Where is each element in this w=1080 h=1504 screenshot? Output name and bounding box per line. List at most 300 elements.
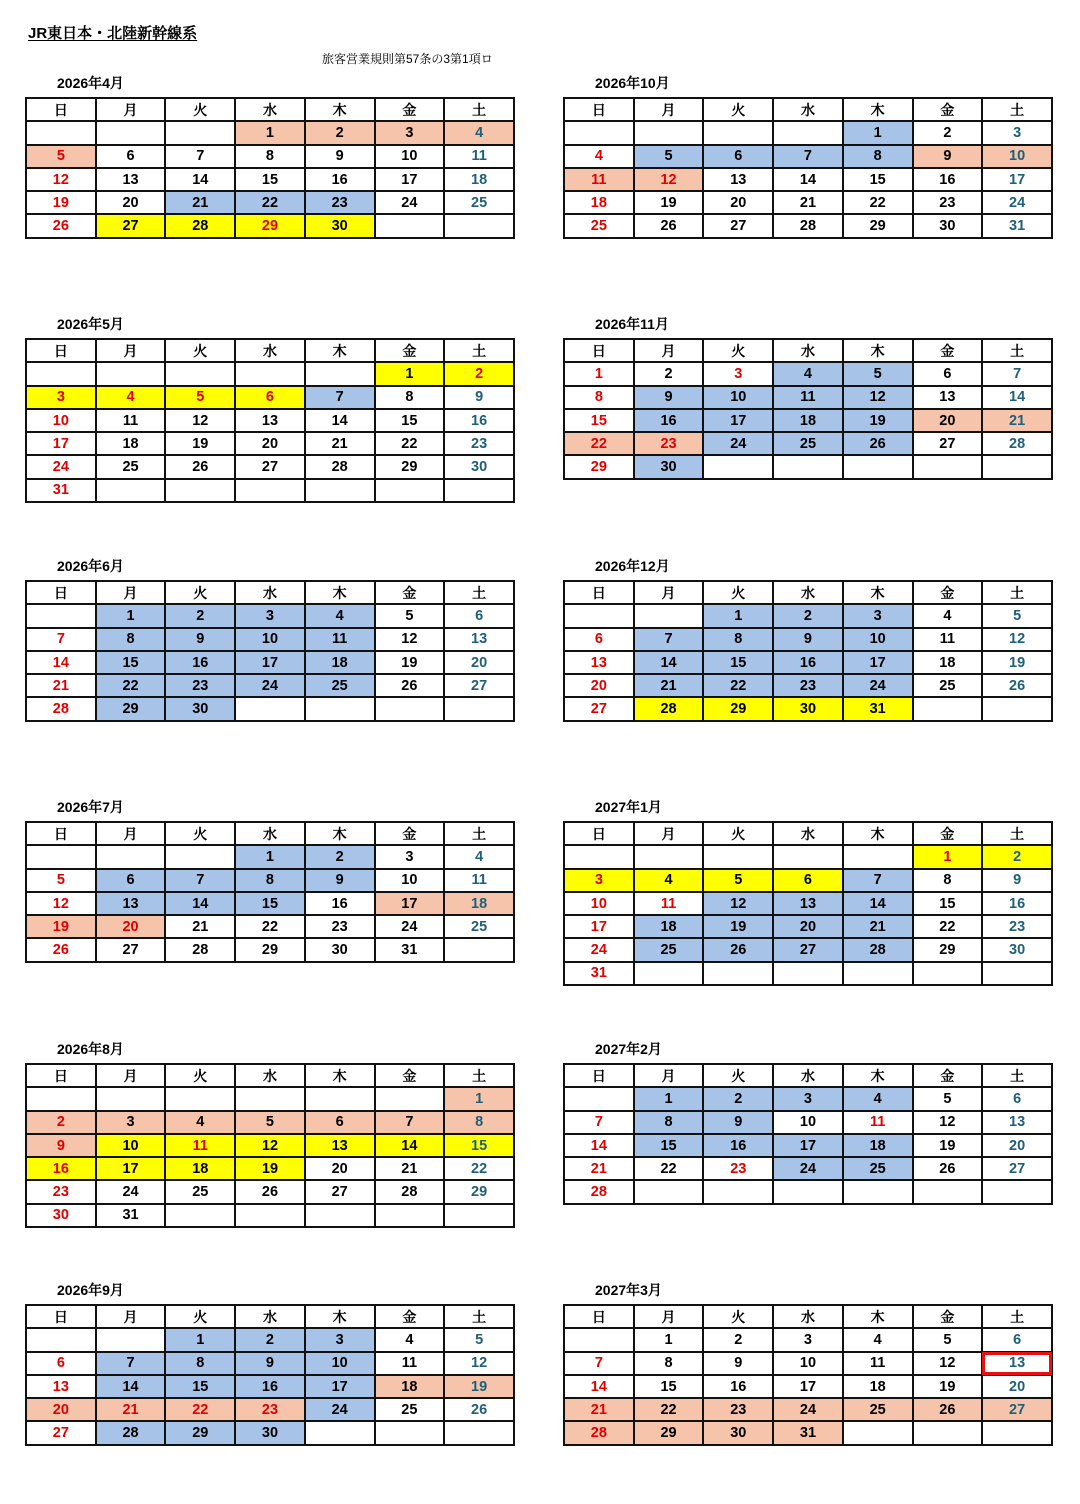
week-row [564, 191, 1052, 214]
day-cell: 17 [773, 1134, 843, 1157]
day-cell: 13 [235, 409, 305, 432]
empty-day-cell [634, 962, 704, 985]
day-cell: 20 [703, 191, 773, 214]
day-cell: 13 [982, 1111, 1052, 1134]
day-cell: 30 [26, 1204, 96, 1227]
week-row [564, 121, 1052, 144]
empty-day-cell [843, 845, 913, 868]
week-row [564, 1111, 1052, 1134]
day-cell: 16 [703, 1375, 773, 1398]
day-cell: 4 [305, 604, 375, 627]
day-cell: 26 [165, 455, 235, 478]
day-cell: 27 [703, 214, 773, 237]
weekday-header: 水 [235, 339, 305, 362]
document-subtitle: 旅客営業規則第57条の3第1項ロ [322, 52, 493, 66]
day-cell: 26 [982, 674, 1052, 697]
weekday-header-row [26, 1064, 514, 1087]
empty-day-cell [26, 1087, 96, 1110]
day-cell: 3 [96, 1111, 166, 1134]
day-cell: 15 [843, 168, 913, 191]
month-calendar [25, 558, 515, 722]
day-cell: 13 [444, 628, 514, 651]
day-cell: 29 [444, 1180, 514, 1203]
weekday-header: 木 [305, 822, 375, 845]
day-cell: 1 [634, 1328, 704, 1351]
empty-day-cell [564, 1328, 634, 1351]
weekday-header: 水 [773, 1305, 843, 1328]
weekday-header: 月 [96, 1305, 166, 1328]
day-cell: 4 [843, 1328, 913, 1351]
day-cell: 27 [96, 938, 166, 961]
week-row [26, 1204, 514, 1227]
empty-day-cell [564, 604, 634, 627]
day-cell: 4 [165, 1111, 235, 1134]
weekday-header: 月 [96, 1064, 166, 1087]
day-cell: 27 [96, 214, 166, 237]
day-cell: 10 [843, 628, 913, 651]
day-cell: 30 [982, 938, 1052, 961]
empty-day-cell [375, 214, 445, 237]
weekday-header: 木 [305, 1064, 375, 1087]
empty-day-cell [444, 938, 514, 961]
week-row [26, 1421, 514, 1444]
empty-day-cell [564, 1087, 634, 1110]
weekday-header: 木 [305, 98, 375, 121]
weekday-header: 日 [564, 339, 634, 362]
weekday-header: 金 [913, 822, 983, 845]
day-cell: 11 [843, 1111, 913, 1134]
day-cell: 5 [634, 145, 704, 168]
day-cell: 8 [444, 1111, 514, 1134]
day-cell: 7 [843, 869, 913, 892]
weekday-header: 水 [773, 98, 843, 121]
day-cell: 20 [913, 409, 983, 432]
day-cell: 28 [375, 1180, 445, 1203]
day-cell: 26 [703, 938, 773, 961]
weekday-header: 金 [913, 581, 983, 604]
day-cell: 6 [773, 869, 843, 892]
day-cell: 21 [634, 674, 704, 697]
day-cell: 21 [982, 409, 1052, 432]
day-cell: 17 [843, 651, 913, 674]
day-cell: 3 [773, 1087, 843, 1110]
day-cell: 3 [305, 1328, 375, 1351]
day-cell: 3 [235, 604, 305, 627]
weekday-header: 火 [165, 822, 235, 845]
weekday-header: 月 [96, 98, 166, 121]
day-cell: 11 [843, 1352, 913, 1375]
day-cell: 10 [375, 145, 445, 168]
day-cell: 14 [564, 1375, 634, 1398]
week-row [26, 1134, 514, 1157]
day-cell: 16 [305, 168, 375, 191]
month-calendar [563, 558, 1053, 722]
day-cell: 16 [703, 1134, 773, 1157]
day-cell: 9 [26, 1134, 96, 1157]
weekday-header: 火 [165, 98, 235, 121]
day-cell: 28 [634, 697, 704, 720]
empty-day-cell [773, 121, 843, 144]
day-cell: 17 [235, 651, 305, 674]
weekday-header-row [26, 581, 514, 604]
weekday-header: 日 [26, 1064, 96, 1087]
day-cell: 26 [444, 1398, 514, 1421]
day-cell: 28 [773, 214, 843, 237]
day-cell: 15 [165, 1375, 235, 1398]
day-cell: 1 [165, 1328, 235, 1351]
day-cell: 23 [305, 915, 375, 938]
day-cell: 15 [235, 168, 305, 191]
weekday-header: 金 [375, 581, 445, 604]
day-cell: 28 [165, 214, 235, 237]
weekday-header: 水 [235, 822, 305, 845]
day-cell: 14 [375, 1134, 445, 1157]
day-cell: 9 [982, 869, 1052, 892]
day-cell: 18 [843, 1134, 913, 1157]
empty-day-cell [165, 121, 235, 144]
document-title: JR東日本・北陸新幹線系 [28, 25, 198, 42]
empty-day-cell [564, 845, 634, 868]
week-row [564, 1352, 1052, 1375]
month-calendar [563, 799, 1053, 986]
empty-day-cell [375, 697, 445, 720]
empty-day-cell [634, 845, 704, 868]
weekday-header: 水 [235, 1064, 305, 1087]
day-cell: 22 [165, 1398, 235, 1421]
day-cell: 3 [375, 121, 445, 144]
day-cell: 6 [26, 1352, 96, 1375]
weekday-header: 火 [165, 1064, 235, 1087]
day-cell: 3 [564, 869, 634, 892]
weekday-header: 金 [375, 98, 445, 121]
month-title: 2026年12月 [595, 558, 670, 574]
month-calendar [25, 316, 515, 503]
day-cell: 9 [703, 1352, 773, 1375]
day-cell: 23 [235, 1398, 305, 1421]
day-cell: 30 [773, 697, 843, 720]
empty-day-cell [165, 362, 235, 385]
day-cell: 3 [375, 845, 445, 868]
day-cell: 29 [96, 697, 166, 720]
empty-day-cell [26, 362, 96, 385]
day-cell: 17 [375, 168, 445, 191]
day-cell: 23 [913, 191, 983, 214]
day-cell: 9 [444, 386, 514, 409]
week-row [26, 145, 514, 168]
month-table [25, 580, 515, 722]
day-cell: 14 [773, 168, 843, 191]
day-cell: 31 [375, 938, 445, 961]
weekday-header: 土 [444, 1305, 514, 1328]
day-cell: 25 [444, 191, 514, 214]
week-row [564, 915, 1052, 938]
day-cell: 31 [982, 214, 1052, 237]
day-cell: 19 [444, 1375, 514, 1398]
day-cell: 6 [703, 145, 773, 168]
day-cell: 16 [305, 892, 375, 915]
weekday-header: 日 [564, 581, 634, 604]
week-row [26, 651, 514, 674]
empty-day-cell [235, 1204, 305, 1227]
weekday-header: 土 [444, 339, 514, 362]
day-cell: 12 [982, 628, 1052, 651]
week-row [26, 432, 514, 455]
day-cell: 18 [564, 191, 634, 214]
empty-day-cell [444, 214, 514, 237]
day-cell: 18 [913, 651, 983, 674]
day-cell: 29 [564, 455, 634, 478]
day-cell: 7 [773, 145, 843, 168]
day-cell: 7 [564, 1352, 634, 1375]
weekday-header: 水 [773, 339, 843, 362]
weekday-header: 日 [26, 581, 96, 604]
week-row [564, 432, 1052, 455]
day-cell: 3 [982, 121, 1052, 144]
day-cell: 15 [703, 651, 773, 674]
day-cell: 31 [773, 1421, 843, 1444]
weekday-header: 火 [165, 339, 235, 362]
day-cell: 25 [375, 1398, 445, 1421]
weekday-header: 木 [843, 339, 913, 362]
day-cell: 13 [773, 892, 843, 915]
empty-day-cell [235, 697, 305, 720]
week-row [26, 845, 514, 868]
day-cell: 16 [235, 1375, 305, 1398]
day-cell: 31 [564, 962, 634, 985]
weekday-header-row [564, 581, 1052, 604]
day-cell: 28 [982, 432, 1052, 455]
day-cell: 19 [843, 409, 913, 432]
day-cell: 14 [564, 1134, 634, 1157]
day-cell: 10 [375, 869, 445, 892]
weekday-header: 木 [843, 581, 913, 604]
empty-day-cell [96, 362, 166, 385]
week-row [26, 1352, 514, 1375]
day-cell: 26 [634, 214, 704, 237]
day-cell: 3 [703, 362, 773, 385]
day-cell: 12 [634, 168, 704, 191]
day-cell: 11 [444, 869, 514, 892]
day-cell: 9 [703, 1111, 773, 1134]
weekday-header: 水 [773, 822, 843, 845]
day-cell: 27 [773, 938, 843, 961]
week-row [564, 628, 1052, 651]
week-row [564, 1421, 1052, 1444]
week-row [564, 1328, 1052, 1351]
day-cell: 17 [26, 432, 96, 455]
day-cell: 14 [96, 1375, 166, 1398]
day-cell: 1 [235, 121, 305, 144]
weekday-header: 土 [444, 822, 514, 845]
empty-day-cell [773, 1180, 843, 1203]
day-cell: 11 [375, 1352, 445, 1375]
day-cell: 23 [305, 191, 375, 214]
week-row [564, 145, 1052, 168]
day-cell: 4 [843, 1087, 913, 1110]
day-cell: 14 [843, 892, 913, 915]
day-cell: 12 [843, 386, 913, 409]
day-cell: 3 [843, 604, 913, 627]
day-cell: 1 [913, 845, 983, 868]
empty-day-cell [444, 697, 514, 720]
day-cell: 28 [305, 455, 375, 478]
week-row [564, 651, 1052, 674]
day-cell: 15 [96, 651, 166, 674]
empty-day-cell [235, 362, 305, 385]
week-row [26, 1087, 514, 1110]
day-cell: 21 [564, 1157, 634, 1180]
week-row [564, 1375, 1052, 1398]
weekday-header-row [26, 339, 514, 362]
day-cell: 29 [165, 1421, 235, 1444]
day-cell: 1 [634, 1087, 704, 1110]
empty-day-cell [444, 479, 514, 502]
weekday-header: 水 [235, 98, 305, 121]
day-cell: 21 [564, 1398, 634, 1421]
day-cell: 17 [773, 1375, 843, 1398]
day-cell: 23 [444, 432, 514, 455]
day-cell: 1 [375, 362, 445, 385]
month-table [563, 97, 1053, 239]
day-cell: 29 [235, 214, 305, 237]
day-cell: 14 [982, 386, 1052, 409]
day-cell: 20 [444, 651, 514, 674]
empty-day-cell [305, 479, 375, 502]
day-cell: 14 [26, 651, 96, 674]
day-cell: 21 [165, 915, 235, 938]
day-cell: 30 [235, 1421, 305, 1444]
weekday-header-row [564, 822, 1052, 845]
day-cell: 7 [26, 628, 96, 651]
day-cell: 31 [96, 1204, 166, 1227]
day-cell: 25 [564, 214, 634, 237]
day-cell: 24 [375, 915, 445, 938]
day-cell: 16 [634, 409, 704, 432]
weekday-header: 土 [982, 581, 1052, 604]
day-cell: 22 [235, 915, 305, 938]
day-cell: 27 [235, 455, 305, 478]
day-cell: 22 [235, 191, 305, 214]
empty-day-cell [703, 962, 773, 985]
day-cell: 27 [982, 1157, 1052, 1180]
day-cell: 27 [444, 674, 514, 697]
day-cell: 22 [703, 674, 773, 697]
month-title: 2026年7月 [57, 799, 124, 815]
day-cell: 10 [773, 1111, 843, 1134]
day-cell: 6 [913, 362, 983, 385]
weekday-header: 月 [96, 339, 166, 362]
month-title: 2026年11月 [595, 316, 669, 332]
empty-day-cell [96, 1328, 166, 1351]
day-cell: 21 [305, 432, 375, 455]
weekday-header: 土 [982, 98, 1052, 121]
week-row [26, 938, 514, 961]
weekday-header: 土 [444, 581, 514, 604]
day-cell: 5 [375, 604, 445, 627]
week-row [26, 915, 514, 938]
day-cell: 15 [634, 1375, 704, 1398]
day-cell: 10 [26, 409, 96, 432]
weekday-header: 木 [305, 581, 375, 604]
empty-day-cell [305, 362, 375, 385]
weekday-header: 木 [843, 1305, 913, 1328]
day-cell: 11 [913, 628, 983, 651]
day-cell: 23 [982, 915, 1052, 938]
weekday-header-row [26, 98, 514, 121]
day-cell: 25 [305, 674, 375, 697]
day-cell: 24 [773, 1398, 843, 1421]
day-cell: 20 [773, 915, 843, 938]
month-table [25, 97, 515, 239]
week-row [564, 455, 1052, 478]
empty-day-cell [634, 604, 704, 627]
day-cell: 12 [913, 1352, 983, 1375]
day-cell: 4 [634, 869, 704, 892]
day-cell: 4 [564, 145, 634, 168]
week-row [26, 628, 514, 651]
day-cell: 9 [165, 628, 235, 651]
month-title: 2026年8月 [57, 1041, 124, 1057]
week-row [564, 697, 1052, 720]
week-row [26, 869, 514, 892]
day-cell: 19 [913, 1134, 983, 1157]
day-cell: 10 [982, 145, 1052, 168]
weekday-header: 土 [982, 1064, 1052, 1087]
month-title: 2026年4月 [57, 75, 124, 91]
day-cell: 14 [305, 409, 375, 432]
day-cell: 28 [26, 697, 96, 720]
week-row [26, 697, 514, 720]
day-cell: 20 [96, 915, 166, 938]
day-cell: 12 [235, 1134, 305, 1157]
day-cell: 19 [235, 1157, 305, 1180]
day-cell: 12 [444, 1352, 514, 1375]
day-cell: 3 [773, 1328, 843, 1351]
weekday-header: 土 [982, 1305, 1052, 1328]
day-cell: 20 [982, 1134, 1052, 1157]
empty-day-cell [305, 1421, 375, 1444]
empty-day-cell [235, 1087, 305, 1110]
empty-day-cell [26, 121, 96, 144]
week-row [564, 604, 1052, 627]
day-cell: 29 [634, 1421, 704, 1444]
weekday-header-row [564, 1305, 1052, 1328]
day-cell: 27 [564, 697, 634, 720]
empty-day-cell [634, 1180, 704, 1203]
day-cell: 7 [165, 869, 235, 892]
day-cell: 29 [913, 938, 983, 961]
day-cell: 9 [913, 145, 983, 168]
day-cell: 28 [843, 938, 913, 961]
day-cell: 8 [634, 1352, 704, 1375]
month-table [25, 1063, 515, 1228]
day-cell: 8 [96, 628, 166, 651]
week-row [26, 455, 514, 478]
month-calendar [25, 1041, 515, 1228]
day-cell: 22 [913, 915, 983, 938]
empty-day-cell [305, 697, 375, 720]
day-cell: 30 [305, 214, 375, 237]
month-table [563, 1304, 1053, 1446]
day-cell: 7 [375, 1111, 445, 1134]
day-cell: 16 [26, 1157, 96, 1180]
day-cell: 8 [235, 145, 305, 168]
day-cell: 18 [96, 432, 166, 455]
day-cell: 26 [26, 938, 96, 961]
day-cell: 19 [26, 191, 96, 214]
day-cell: 7 [982, 362, 1052, 385]
weekday-header: 土 [444, 1064, 514, 1087]
